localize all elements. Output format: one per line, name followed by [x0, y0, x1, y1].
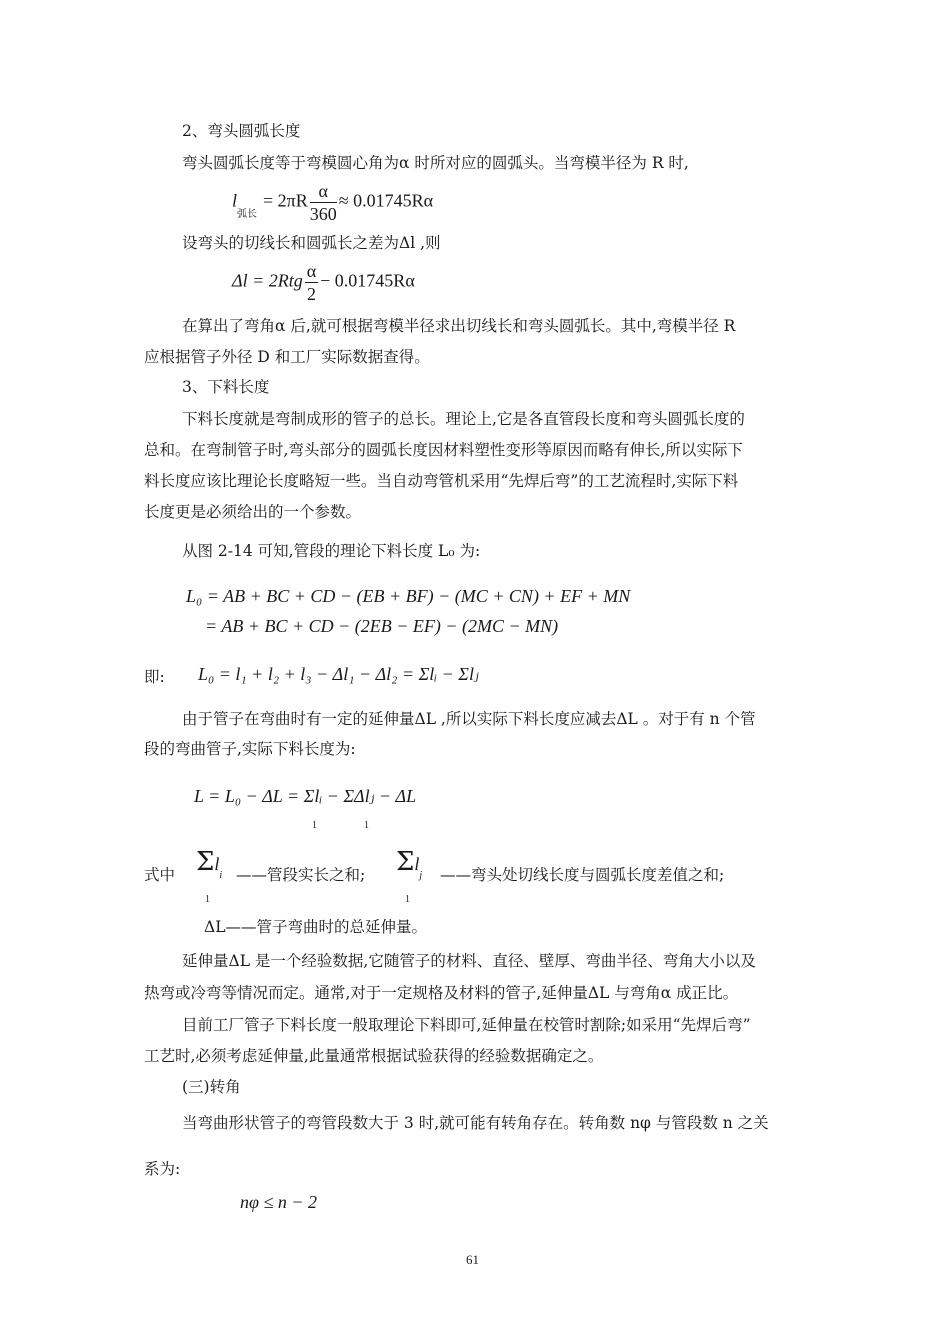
- sum-lower-limit: 1: [364, 820, 369, 831]
- equation-l0: L₀ = AB + BC + CD − (EB + BF) − (MC + CN) + EF + MN: [186, 586, 631, 606]
- formula-lhs: l: [232, 190, 238, 211]
- paragraph: 系为:: [144, 1160, 181, 1178]
- label-where: 式中: [144, 866, 176, 884]
- where-item-1: ——管段实长之和;: [236, 866, 366, 884]
- where-item-3: ΔL——管子弯曲时的总延伸量。: [204, 918, 427, 936]
- paragraph: 弯头圆弧长度等于弯模圆心角为α 时所对应的圆弧头。当弯模半径为 R 时,: [182, 154, 689, 172]
- section-heading: (三)转角: [182, 1078, 241, 1096]
- formula-delta-l: [232, 260, 415, 305]
- paragraph: 从图 2-14 可知,管段的理论下料长度 L₀ 为:: [182, 542, 481, 560]
- paragraph: 由于管子在弯曲时有一定的延伸量ΔL ,所以实际下料长度应减去ΔL 。对于有 n 个管: [182, 710, 756, 728]
- sum-lower-limit: 1: [405, 894, 410, 905]
- page-number: 61: [466, 1252, 479, 1267]
- sum-lower-limit: 1: [312, 820, 317, 831]
- label-ji: 即:: [144, 668, 165, 686]
- paragraph: 总和。在弯制管子时,弯头部分的圆弧长度因材料塑性变形等原因而略有伸长,所以实际下: [144, 441, 743, 459]
- equation-sum: L₀ = l₁ + l₂ + l₃ − Δl₁ − Δl₂ = Σlᵢ − Σlⱼ: [198, 664, 479, 684]
- paragraph: 料长度应该比理论长度略短一些。当自动弯管机采用“先焊后弯”的工艺流程时,实际下料: [144, 472, 739, 490]
- sum-lower-limit: 1: [205, 894, 210, 905]
- paragraph: 在算出了弯角α 后,就可根据弯模半径求出切线长和弯头圆弧长。其中,弯模半径 R: [182, 317, 736, 335]
- formula-lhs: Δl = 2Rtg: [232, 270, 303, 291]
- frac-num: α: [310, 180, 337, 203]
- where-item-2: ——弯头处切线长度与圆弧长度差值之和;: [440, 866, 725, 884]
- frac-den: 360: [309, 204, 337, 224]
- fraction: [305, 260, 318, 305]
- paragraph: 设弯头的切线长和圆弧长之差为Δl ,则: [182, 234, 441, 252]
- frac-num: α: [306, 261, 317, 281]
- paragraph: 热弯或冷弯等情况而定。通常,对于一定规格及材料的管子,延伸量ΔL 与弯角α 成正比。: [144, 984, 739, 1002]
- paragraph: 当弯曲形状管子的弯管段数大于 3 时,就可能有转角存在。转角数 nφ 与管段数 n 之关: [182, 1114, 769, 1132]
- sum-symbol: $\Sigma l_j$: [396, 847, 423, 881]
- paragraph: 目前工厂管子下料长度一般取理论下料即可,延伸量在校管时割除;如采用“先焊后弯”: [182, 1016, 751, 1034]
- formula-mid: = 2πR: [263, 190, 308, 211]
- fraction: [310, 180, 337, 225]
- section-heading: 3、下料长度: [182, 378, 270, 396]
- paragraph: 应根据管子外径 D 和工厂实际数据查得。: [144, 348, 430, 366]
- formula-sub: 弧长: [237, 208, 258, 220]
- paragraph: 工艺时,必须考虑延伸量,此量通常根据试验获得的经验数据确定之。: [144, 1047, 604, 1065]
- paragraph: 延伸量ΔL 是一个经验数据,它随管子的材料、直径、壁厚、弯曲半径、弯角大小以及: [182, 952, 756, 970]
- paragraph: 段的弯曲管子,实际下料长度为:: [144, 740, 356, 758]
- frac-den: 2: [306, 284, 316, 304]
- formula-arc-length: [232, 180, 433, 225]
- equation-l0-cont: = AB + BC + CD − (2EB − EF) − (2MC − MN): [205, 616, 559, 636]
- sum-symbol: $\Sigma l_i$: [196, 847, 223, 881]
- equation-actual-length: L = L₀ − ΔL = Σlᵢ − ΣΔlⱼ − ΔL: [194, 786, 417, 806]
- paragraph: 长度更是必须给出的一个参数。: [144, 503, 362, 521]
- formula-rhs: ≈ 0.01745Rα: [338, 190, 434, 211]
- paragraph: 下料长度就是弯制成形的管子的总长。理论上,它是各直管段长度和弯头圆弧长度的: [182, 410, 745, 428]
- formula-rhs: − 0.01745Rα: [320, 270, 415, 291]
- section-heading: 2、弯头圆弧长度: [182, 122, 301, 140]
- equation-turn-count: nφ ≤ n − 2: [240, 1192, 317, 1212]
